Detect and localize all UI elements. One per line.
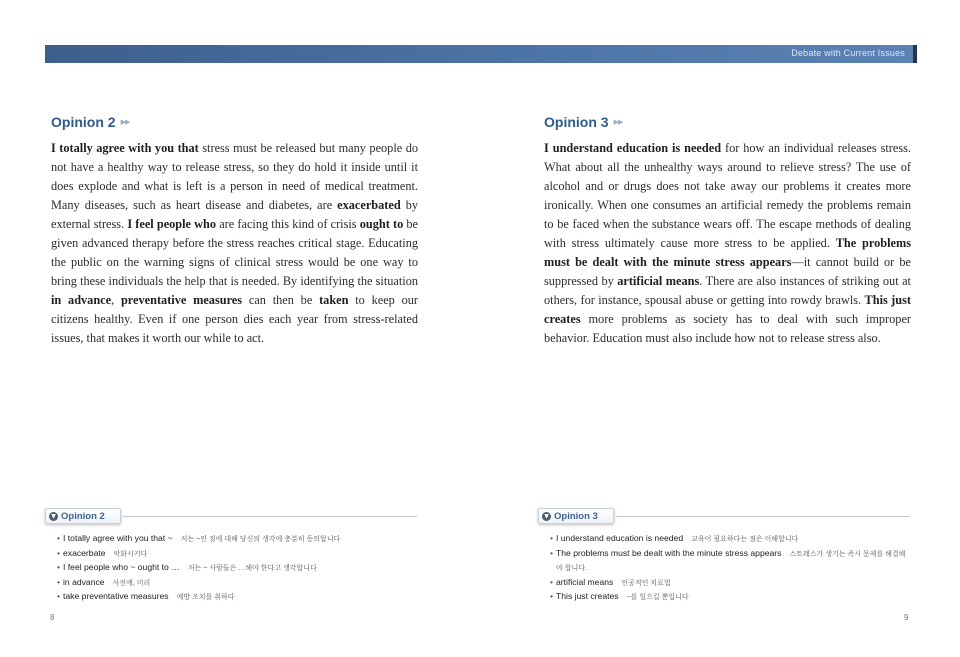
vocab-item <box>57 561 417 576</box>
key-phrase: The problems must be dealt with the minute stress appears <box>544 236 911 269</box>
vocab-meaning: 저는 ~ 사람들은 …해야 한다고 생각합니다 <box>187 565 317 573</box>
vocab-item <box>550 590 910 605</box>
key-phrase: ought to <box>359 217 404 231</box>
opinion-2-column <box>51 114 418 348</box>
header-title: Debate with Current Issues <box>791 48 905 58</box>
page-number-left: 8 <box>50 613 55 622</box>
vocab-term: I totally agree with you that ~ <box>63 533 173 543</box>
opinion-2-vocab-box <box>45 508 417 605</box>
vocab-header <box>45 508 417 526</box>
vocab-meaning: ~를 일으킬 뿐입니다 <box>626 594 689 602</box>
vocab-item <box>57 576 417 591</box>
vocab-meaning: 저는 ~인 점에 대해 당신의 생각에 충분히 동의합니다 <box>180 536 341 543</box>
vocab-item <box>550 547 910 576</box>
key-phrase: taken <box>319 293 349 307</box>
text-run: are facing this kind of crisis <box>216 217 360 231</box>
text-run: for how an individual releases stress. What about all the unhealthy ways around to relieve stress? The use of alcohol and or drugs does not take away our problems it creates more ironically. When one consumes an artificial remedy the problems remain to be faced when the substance wears off. The escape methods of dealing with stress ultimately cause more stress to be applied. <box>544 141 911 250</box>
vocab-meaning: 악화시키다 <box>113 550 148 558</box>
vocab-term: exacerbate <box>63 547 106 558</box>
vocab-meaning: 인공적인 치료법 <box>621 579 671 587</box>
vocab-meaning: 교육이 필요하다는 점은 이해합니다 <box>691 536 799 543</box>
opinion-3-heading <box>544 114 911 130</box>
double-triangle-right-icon: ▶▶ <box>613 119 623 126</box>
divider <box>616 516 910 517</box>
header-bar <box>45 45 917 63</box>
vocab-tab <box>45 508 121 524</box>
key-phrase: artificial means <box>617 274 700 288</box>
opinion-3-column <box>544 114 911 348</box>
text-run: can then be <box>242 293 320 307</box>
vocab-title: Opinion 3 <box>554 510 598 522</box>
vocab-list <box>550 532 910 605</box>
vocab-term: I understand education is needed <box>556 533 684 543</box>
text-run: , <box>111 293 121 307</box>
text-run: . There are also instances of striking out at others, for instance, spousal abuse or getting into rowdy brawls. <box>544 274 911 307</box>
key-phrase: I understand education is needed <box>544 141 722 155</box>
vocab-meaning: 사전에, 미리 <box>112 579 151 587</box>
text-run: be given advanced therapy before the stress reaches critical stage. Educating the public on the warning signs of clinical stress would be one way to bring these individuals the help that is needed. By identifying the situation <box>51 217 419 288</box>
text-run: to keep our citizens healthy. Even if one person dies each year from stress-related issues, that makes it worth our while to act. <box>51 293 419 345</box>
vocab-meaning: 스트레스가 생기는 즉시 문제를 해결해야 합니다. <box>556 550 906 573</box>
key-phrase: This just creates <box>544 293 911 326</box>
double-triangle-right-icon: ▶▶ <box>120 119 130 126</box>
text-run: more problems as society has to deal with such improper behavior. Education must also include how not to release stress also. <box>544 312 911 345</box>
key-phrase: I feel people who <box>127 217 217 231</box>
vocab-term: The problems must be dealt with the minute stress appears <box>556 547 782 558</box>
opinion-2-title: Opinion 2 <box>51 114 116 130</box>
vocab-term: This just creates <box>556 591 619 602</box>
vocab-item <box>550 532 910 547</box>
vocab-term: take preventative measures <box>63 591 169 602</box>
down-arrow-circle-icon: ▼ <box>49 512 58 521</box>
opinion-2-paragraph <box>51 139 418 348</box>
vocab-item <box>57 532 417 547</box>
key-phrase: in advance <box>51 293 112 307</box>
vocab-meaning: 예방 조치를 취하다 <box>176 594 235 602</box>
down-arrow-circle-icon: ▼ <box>542 512 551 521</box>
text-run: by external stress. <box>51 198 418 231</box>
key-phrase: exacerbated <box>337 198 401 212</box>
vocab-item <box>550 576 910 591</box>
vocab-title: Opinion 2 <box>61 510 105 522</box>
text-run: —it cannot build or be suppressed by <box>544 255 911 288</box>
vocab-tab <box>538 508 614 524</box>
vocab-header <box>538 508 910 526</box>
vocab-list <box>57 532 417 605</box>
vocab-item <box>57 547 417 562</box>
opinion-3-title: Opinion 3 <box>544 114 609 130</box>
divider <box>123 516 417 517</box>
text-run: stress must be released but many people do not have a healthy way to release stress, so they do hold it inside until it does explode and what is left is a person in need of medical treatment. Many diseases, such as heart disease and diabetes, are <box>51 141 419 212</box>
vocab-term: artificial means <box>556 576 614 587</box>
vocab-term: in advance <box>63 576 105 587</box>
vocab-term: I feel people who ~ ought to … <box>63 562 180 573</box>
opinion-2-heading <box>51 114 418 130</box>
opinion-3-vocab-box <box>538 508 910 605</box>
key-phrase: I totally agree with you that <box>51 141 199 155</box>
opinion-3-paragraph <box>544 139 911 348</box>
page-number-right: 9 <box>904 613 909 622</box>
vocab-item <box>57 590 417 605</box>
key-phrase: preventative measures <box>120 293 243 307</box>
